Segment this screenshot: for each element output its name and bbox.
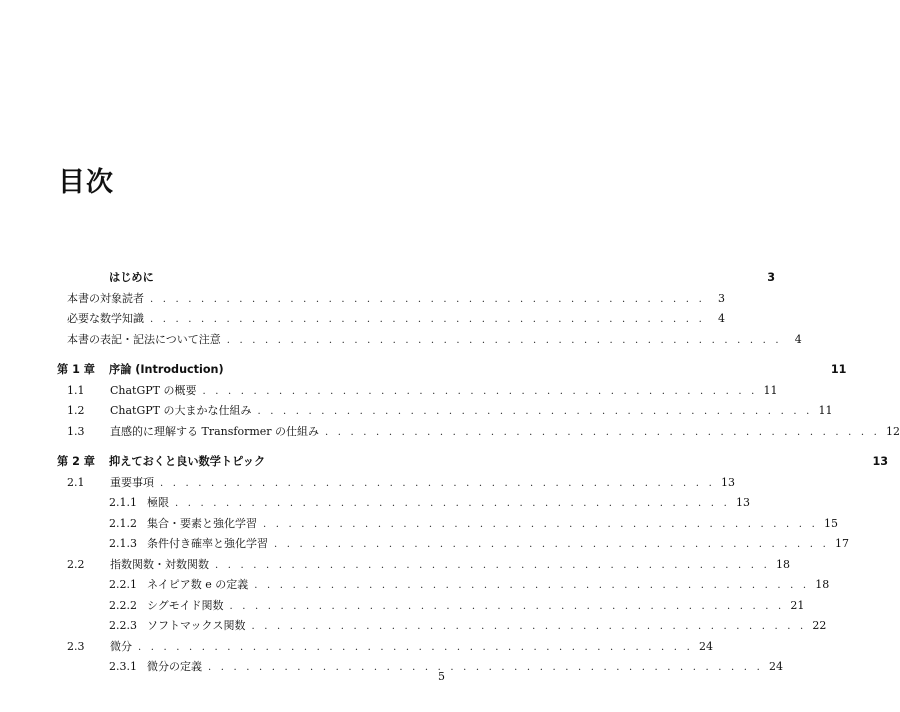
page-number: 5 xyxy=(438,670,445,683)
toc-entry-page: 4 xyxy=(717,312,725,325)
toc-entry-page: 13 xyxy=(720,475,735,489)
toc-entry-page: 3 xyxy=(767,271,776,284)
toc-entry-title: 本書の表記・記法について注意 xyxy=(67,332,221,346)
toc-dot-leader: . . . . . . . . . . . . . . . . . . . . . . . . . . . . . . . . . . . . . . . . . . . . xyxy=(229,600,785,612)
toc-entry-title: 本書の対象読者 xyxy=(67,291,144,305)
toc-entry-title: ソフトマックス関数 xyxy=(147,619,246,632)
toc-section-entry[interactable] xyxy=(57,493,750,514)
toc-entry-page: 3 xyxy=(717,291,725,305)
toc-entry-title: 直感的に理解する Transformer の仕組み xyxy=(110,424,320,438)
toc-section-entry[interactable] xyxy=(57,637,713,658)
toc-entry-number: 1.3 xyxy=(67,424,85,438)
toc-entry-number: 2.1.3 xyxy=(109,537,137,550)
toc-dot-leader: . . . . . . . . . . . . . . . . . . . . . . . . . . . . . . . . . . . . . . . . . . . . xyxy=(257,406,813,417)
toc-entry-title: 抑えておくと良い数学トピック xyxy=(109,455,266,468)
toc-entry-number: 2.2.1 xyxy=(109,578,137,591)
toc-section-entry[interactable] xyxy=(57,514,838,535)
toc-entry-page: 24 xyxy=(768,660,783,673)
toc-entry-title: 条件付き確率と強化学習 xyxy=(147,537,268,550)
toc-section-entry[interactable] xyxy=(57,330,802,351)
toc-section-entry[interactable] xyxy=(57,575,830,596)
toc-section-entry[interactable] xyxy=(57,596,805,617)
toc-chapter-entry[interactable] xyxy=(57,268,776,289)
toc-section-entry[interactable] xyxy=(57,289,725,310)
toc-entry-title: 微分 xyxy=(110,639,132,653)
toc-dot-leader: . . . . . . . . . . . . . . . . . . . . . . . . . . . . . . . . . . . . . . . . . . . . xyxy=(254,580,810,591)
toc-entry-title: はじめに xyxy=(109,271,154,284)
toc-section-entry[interactable] xyxy=(57,422,900,443)
toc-section-entry[interactable] xyxy=(57,534,849,555)
toc-entry-title: 重要事項 xyxy=(110,475,154,489)
toc-entry-page: 15 xyxy=(823,516,838,530)
toc-dot-leader: . . . . . . . . . . . . . . . . . . . . . . . . . . . . . . . . . . . . . . . . . . . . xyxy=(202,385,758,397)
toc-section-entry[interactable] xyxy=(57,657,783,678)
toc-entry-title: ネイピア数 e の定義 xyxy=(147,578,249,591)
toc-dot-leader: . . . . . . . . . . . . . . . . . . . . . . . . . . . . . . . . . . . . . . . . . . . . xyxy=(138,641,693,653)
toc-entry-number: 2.1.2 xyxy=(109,516,137,530)
toc-entry-title: ChatGPT の大まかな仕組み xyxy=(110,404,252,417)
toc-dot-leader: . . . . . . . . . . . . . . . . . . . . . . . . . . . . . . . . . . . . . . . . . . . . xyxy=(226,334,782,346)
toc-entry-page: 13 xyxy=(735,496,750,509)
toc-section-entry[interactable] xyxy=(57,381,778,402)
toc-entry-number: 2.3 xyxy=(67,639,85,653)
toc-entry-title: 極限 xyxy=(147,496,169,509)
toc-dot-leader: . . . . . . . . . . . . . . . . . . . . . . . . . . . . . . . . . . . . . . . . . . . . xyxy=(263,518,818,530)
toc-entry-number: 2.1 xyxy=(67,475,85,489)
toc-entry-page: 11 xyxy=(818,404,833,417)
toc-entry-number: 2.1.1 xyxy=(109,496,137,509)
toc-entry-page: 11 xyxy=(763,383,778,397)
toc-entry-page: 18 xyxy=(815,578,830,591)
toc-entry-number: 2.2 xyxy=(67,557,85,571)
toc-chapter-entry[interactable] xyxy=(57,360,847,381)
toc-entry-number: 2.3.1 xyxy=(109,660,137,673)
toc-entry-title: 微分の定義 xyxy=(147,660,202,673)
toc-entry-title: 集合・要素と強化学習 xyxy=(147,516,257,530)
toc-entry-number: 2.2.2 xyxy=(109,598,137,612)
toc-entry-page: 21 xyxy=(790,598,805,612)
toc-entry-title: 序論 (Introduction) xyxy=(109,363,224,376)
toc-entry-page: 13 xyxy=(872,455,889,468)
toc-entry-title: 指数関数・対数関数 xyxy=(110,557,209,571)
toc-entry-page: 18 xyxy=(775,557,790,571)
toc-section-entry[interactable] xyxy=(57,473,735,494)
toc-dot-leader: . . . . . . . . . . . . . . . . . . . . . . . . . . . . . . . . . . . . . . . . . . . . xyxy=(160,477,715,489)
toc-entry-number: 第 2 章 xyxy=(57,455,95,468)
toc-dot-leader: . . . . . . . . . . . . . . . . . . . . . . . . . . . . . . . . . . . . . . . . . . . . xyxy=(325,426,880,438)
toc-entry-page: 11 xyxy=(830,363,847,376)
toc-section-entry[interactable] xyxy=(57,616,827,637)
toc-entry-page: 17 xyxy=(834,537,849,550)
toc-dot-leader: . . . . . . . . . . . . . . . . . . . . . . . . . . . . . . . . . . . . . . . . . . . . xyxy=(215,559,770,571)
toc-dot-leader: . . . . . . . . . . . . . . . . . . . . . . . . . . . . . . . . . . . . . . . . . . . . xyxy=(274,539,829,550)
toc-dot-leader: . . . . . . . . . . . . . . . . . . . . . . . . . . . . . . . . . . . . . . . . . . . . xyxy=(251,621,807,632)
toc-entry-number: 2.2.3 xyxy=(109,619,137,632)
toc-entry-number: 第 1 章 xyxy=(57,363,95,376)
toc-section-entry[interactable] xyxy=(57,401,833,422)
toc-chapter-entry[interactable] xyxy=(57,452,889,473)
toc-section-entry[interactable] xyxy=(57,309,725,330)
toc-entry-number: 1.2 xyxy=(67,404,85,417)
toc-entry-title: 必要な数学知識 xyxy=(67,312,144,325)
toc-section-entry[interactable] xyxy=(57,555,790,576)
toc-entry-title: シグモイド関数 xyxy=(147,598,224,612)
toc-entry-title: ChatGPT の概要 xyxy=(110,383,197,397)
page-title: 目次 xyxy=(58,167,114,198)
toc-entry-page: 4 xyxy=(794,332,802,346)
toc-entry-page: 22 xyxy=(812,619,827,632)
toc-entry-page: 12 xyxy=(885,424,900,438)
table-of-contents xyxy=(57,268,900,678)
toc-dot-leader: . . . . . . . . . . . . . . . . . . . . . . . . . . . . . . . . . . . . . . . . . . . . xyxy=(175,498,730,509)
toc-dot-leader: . . . . . . . . . . . . . . . . . . . . . . . . . . . . . . . . . . . . . . . . . . . . xyxy=(208,662,763,673)
toc-entry-number: 1.1 xyxy=(67,383,85,397)
toc-dot-leader: . . . . . . . . . . . . . . . . . . . . . . . . . . . . . . . . . . . . . . . . . . . . xyxy=(150,314,705,325)
toc-entry-page: 24 xyxy=(698,639,713,653)
toc-dot-leader: . . . . . . . . . . . . . . . . . . . . . . . . . . . . . . . . . . . . . . . . . . . . xyxy=(150,293,705,305)
